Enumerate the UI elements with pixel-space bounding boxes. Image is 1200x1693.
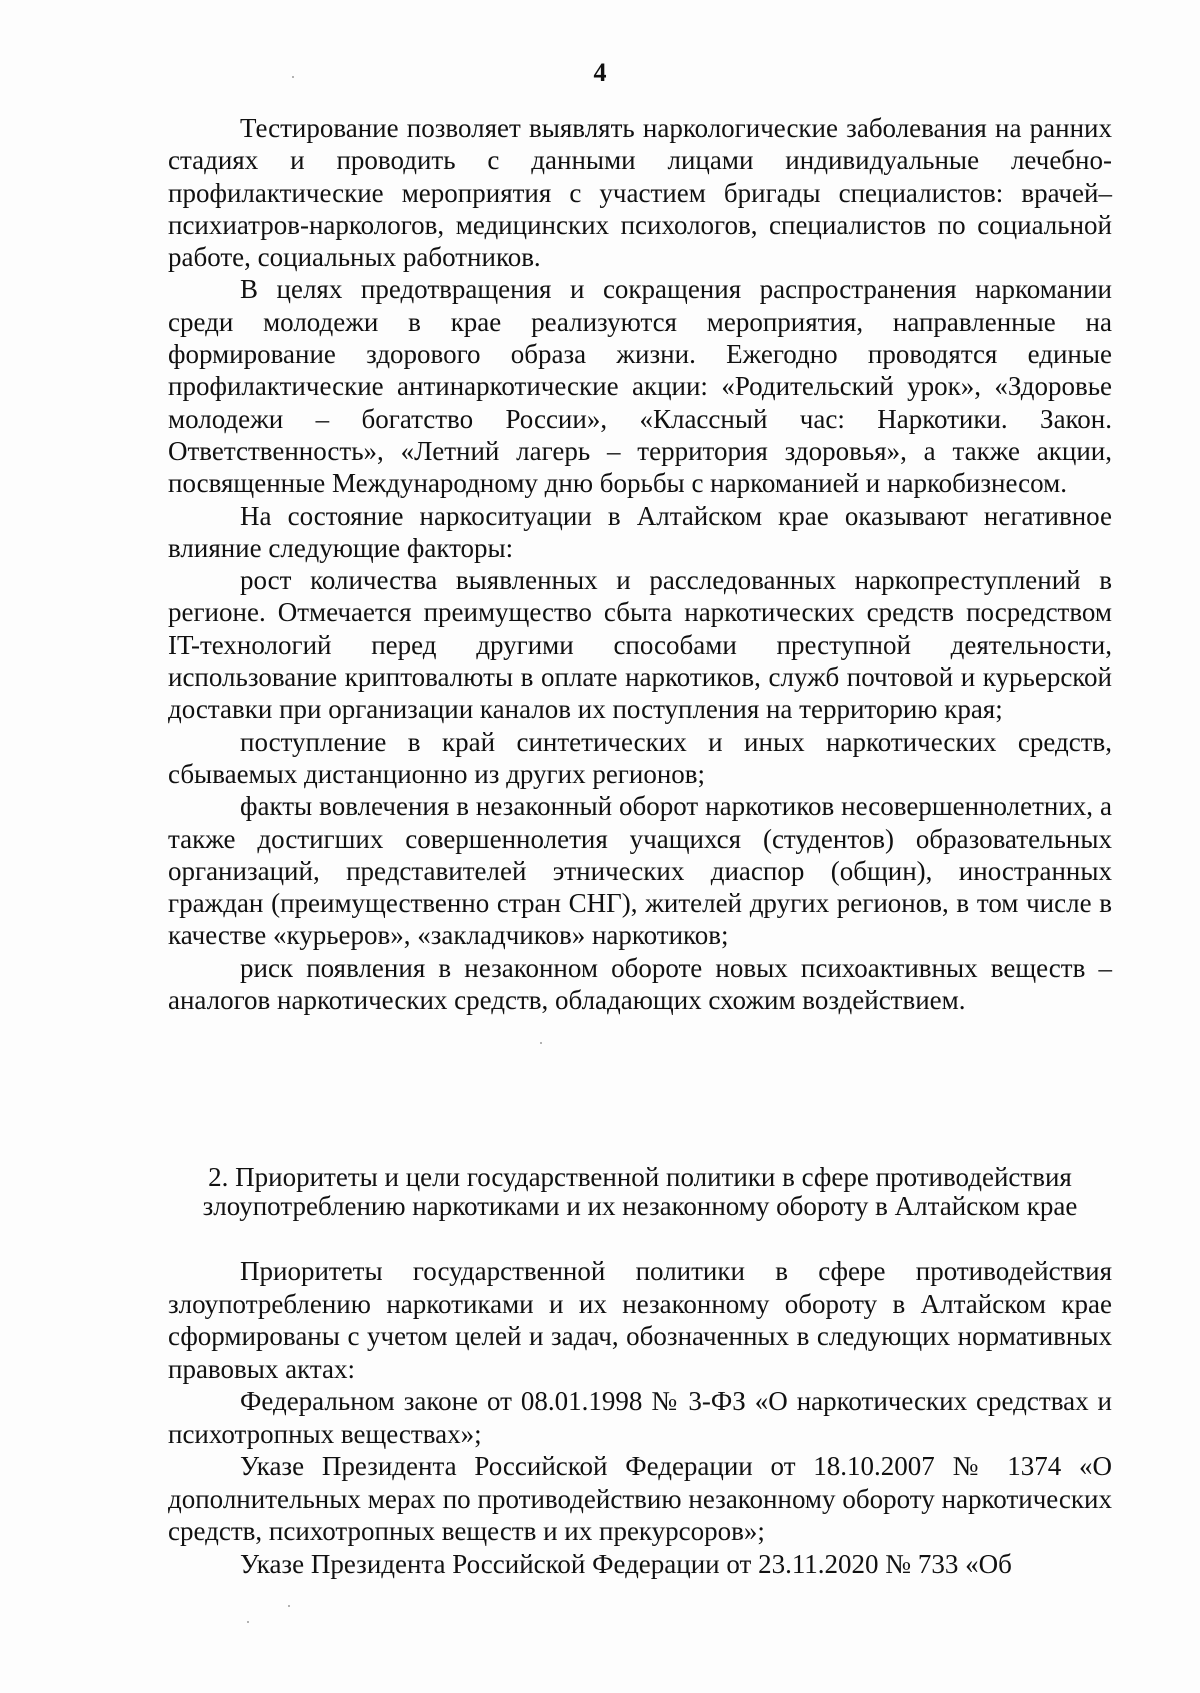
- paragraph-factor-crime-growth: рост количества выявленных и расследованных наркопреступлений в регионе. Отмечается преимущество сбыта наркотических средств посредством IT-технологий перед другими способами преступной деятельности, использование криптовалюты в оплате наркотиков, служб почтовой и курьерской доставки при организации каналов их поступления на территорию края;: [168, 565, 1112, 725]
- section-heading-line-2: злоупотреблению наркотиками и их незаконному обороту в Алтайском крае: [202, 1191, 1078, 1221]
- paragraph-federal-law: Федеральном законе от 08.01.1998 № 3-ФЗ «О наркотических средствах и психотропных веществах»;: [168, 1386, 1112, 1449]
- scan-speck: [540, 1042, 542, 1044]
- body-text-section-2: [168, 1255, 1112, 1580]
- section-heading-line-1: 2. Приоритеты и цели государственной политики в сфере противодействия: [208, 1162, 1072, 1192]
- paragraph-priorities: Приоритеты государственной политики в сфере противодействия злоупотреблению наркотиками и их незаконному обороту в Алтайском крае сформированы с учетом целей и задач, обозначенных в следующих нормативных правовых актах:: [168, 1256, 1112, 1384]
- paragraph-factor-new-substances: риск появления в незаконном обороте новых психоактивных веществ – аналогов наркотических средств, обладающих схожим воздействием.: [168, 952, 1112, 1016]
- page-number: 4: [593, 58, 607, 87]
- paragraph-negative-factors-intro: На состояние наркоситуации в Алтайском крае оказывают негативное влияние следующие факторы:: [168, 500, 1112, 563]
- body-text-section-1: [168, 112, 1112, 1016]
- paragraph-decree-733: Указе Президента Российской Федерации от 23.11.2020 № 733 «Об: [240, 1548, 1012, 1579]
- scan-speck: [247, 1621, 249, 1623]
- paragraph-decree-1374: Указе Президента Российской Федерации от 18.10.2007 № 1374 «О дополнительных мерах по противодействию незаконному обороту наркотических средств, психотропных веществ и их прекурсоров»;: [168, 1451, 1112, 1546]
- scan-speck: [288, 1605, 290, 1607]
- section-heading: [168, 1163, 1112, 1221]
- paragraph-factor-involvement: факты вовлечения в незаконный оборот наркотиков несовершеннолетних, а также достигших совершеннолетия учащихся (студентов) образовательных организаций, представителей этнических диаспор (общин), иностранных граждан (преимущественно стран СНГ), жителей других регионов, в том числе в качестве «курьеров», «закладчиков» наркотиков;: [168, 791, 1112, 951]
- paragraph-factor-synthetic-drugs: поступление в край синтетических и иных наркотических средств, сбываемых дистанционно из других регионов;: [168, 726, 1112, 789]
- paragraph-testing: Тестирование позволяет выявлять наркологические заболевания на ранних стадиях и проводить с данными лицами индивидуальные лечебно-профилактические мероприятия с участием бригады специалистов: врачей–психиатров-наркологов, медицинских психологов, специалистов по социальной работе, социальных работников.: [168, 113, 1112, 273]
- paragraph-prevention-actions: В целях предотвращения и сокращения распространения наркомании среди молодежи в крае реализуются мероприятия, направленные на формирование здорового образа жизни. Ежегодно проводятся единые профилактические антинаркотические акции: «Родительский урок», «Здоровье молодежи – богатство России», «Классный час: Наркотики. Закон. Ответственность», «Летний лагерь – территория здоровья», а также акции, посвященные Международному дню борьбы с наркоманией и наркобизнесом.: [168, 274, 1112, 499]
- scan-speck: [292, 76, 294, 78]
